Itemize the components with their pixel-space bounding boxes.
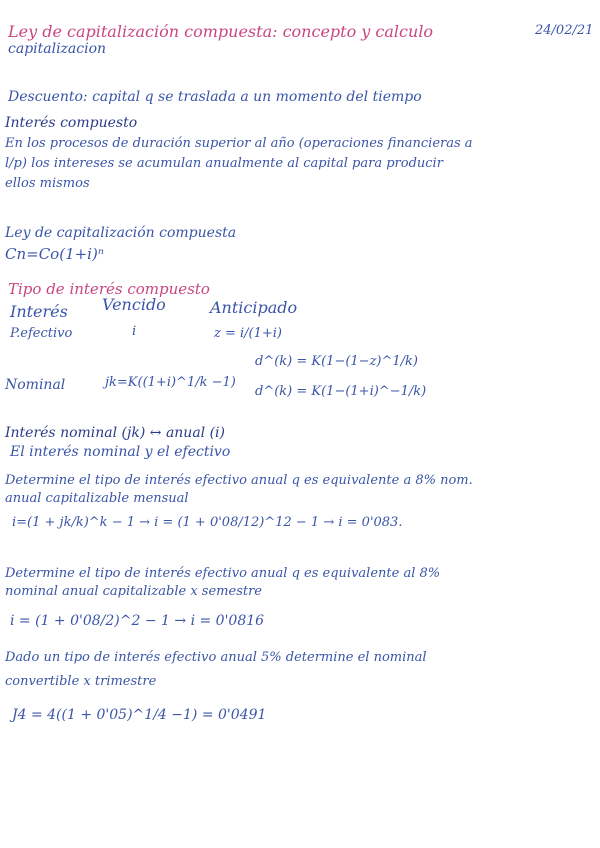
tipo-nominal-anticipado-1: d^(k) = K(1−(1−z)^1/k) [255,354,418,369]
ej1-formula: i=(1 + jk/k)^k − 1 → i = (1 + 0'08/12)^12 − 1 → i = 0'083. [12,515,403,530]
tipo-efectivo-label: P.efectivo [10,326,73,341]
tipo-efectivo-vencido: i [132,324,137,339]
ej3-formula: J4 = 4((1 + 0'05)^1/4 −1) = 0'0491 [12,707,267,723]
interes-compuesto-heading: Interés compuesto [5,115,138,131]
tipo-nominal-vencido: jk=K((1+i)^1/k −1) [105,375,236,390]
relacion-line1: Interés nominal (jk) ↔ anual (i) [5,425,225,441]
ej3-line1: Dado un tipo de interés efectivo anual 5% determine el nominal [5,650,427,665]
ley-formula: Cn=Co(1+i)ⁿ [5,245,104,263]
ej1-line2: anual capitalizable mensual [5,491,189,506]
tipo-col-anticipado: Anticipado [210,298,298,317]
tipo-nominal-anticipado-2: d^(k) = K(1−(1+i)^−1/k) [255,384,427,399]
relacion-line2: El interés nominal y el efectivo [10,444,231,460]
interes-compuesto-line3: ellos mismos [5,176,90,191]
interes-compuesto-line1: En los procesos de duración superior al año (operaciones financieras a [5,136,473,151]
descuento-text: Descuento: capital q se traslada a un momento del tiempo [8,89,422,105]
ley-heading: Ley de capitalización compuesta [5,225,237,241]
tipo-nominal-label: Nominal [5,377,66,393]
interes-compuesto-line2: l/p) los intereses se acumulan anualmente al capital para producir [5,156,443,171]
ej2-formula: i = (1 + 0'08/2)^2 − 1 → i = 0'0816 [10,613,265,629]
page-title: Ley de capitalización compuesta: concepto y calculo [8,22,434,41]
tipo-col-interes: Interés [10,302,68,321]
ej1-line1: Determine el tipo de interés efectivo anual q es equivalente a 8% nom. [5,473,473,488]
tipo-efectivo-anticipado: z = i/(1+i) [214,326,283,341]
tipo-heading: Tipo de interés compuesto [8,280,210,298]
tipo-col-vencido: Vencido [102,295,166,314]
subtitle: capitalizacion [8,41,107,57]
ej2-line2: nominal anual capitalizable x semestre [5,584,262,599]
date: 24/02/21 [535,23,594,38]
ej3-line2: convertible x trimestre [5,674,157,689]
ej2-line1: Determine el tipo de interés efectivo anual q es equivalente al 8% [5,566,441,581]
